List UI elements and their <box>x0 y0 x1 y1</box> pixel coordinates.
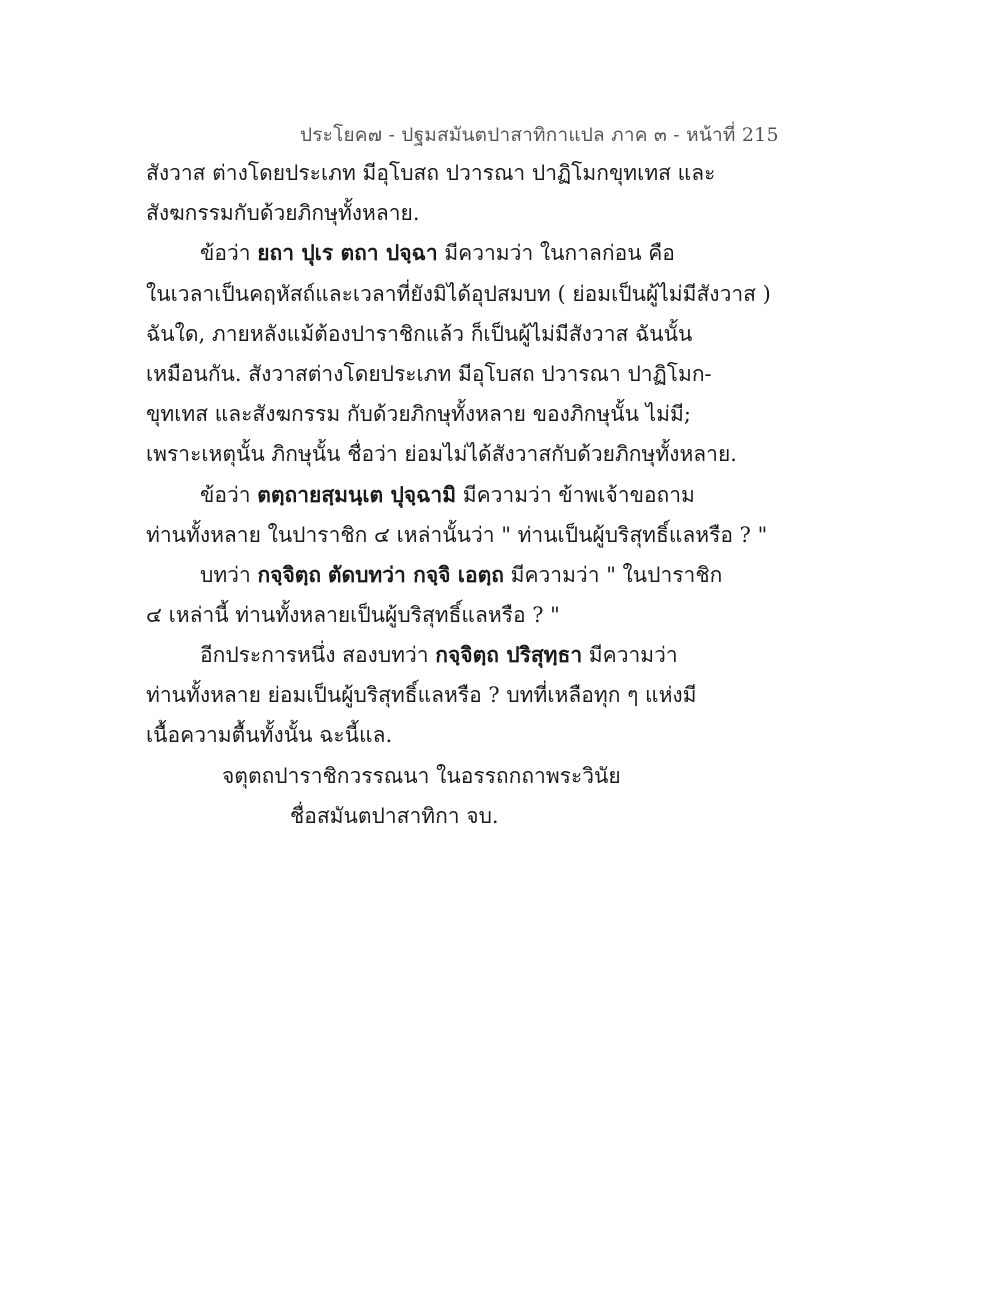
text-span: ข้อว่า <box>200 241 258 265</box>
text-line <box>200 640 678 670</box>
text-span: อีกประการหนึ่ง สองบทว่า <box>200 643 436 667</box>
text-span <box>321 563 328 587</box>
text-span: บทว่า <box>200 563 258 587</box>
text-span: ข้อว่า <box>200 483 258 507</box>
closing-line: ชื่อสมันตปาสาทิกา จบ. <box>290 804 499 828</box>
text-line: ท่านทั้งหลาย ในปาราชิก ๔ เหล่านั้นว่า " ท่านเป็นผู้บริสุทธิ์แลหรือ ? " <box>146 523 768 547</box>
text-line: ท่านทั้งหลาย ย่อมเป็นผู้บริสุทธิ์แลหรือ ? บทที่เหลือทุก ๆ แห่งมี <box>146 683 697 707</box>
pali-term: ยถา ปุเร ตถา ปจฺฉา <box>257 240 438 265</box>
text-line: เหมือนกัน. สังวาสต่างโดยประเภท มีอุโบสถ ปวารณา ปาฏิโมก- <box>146 362 712 386</box>
page-header: ประโยค๗ - ปฐมสมันตปาสาทิกาแปล ภาค ๓ - หน้าที่ 215 <box>300 124 779 146</box>
text-line: เนื้อความตื้นทั้งนั้น ฉะนี้แล. <box>146 723 393 747</box>
text-line: สังฆกรรมกับด้วยภิกษุทั้งหลาย. <box>146 201 420 225</box>
text-line: ๔ เหล่านี้ ท่านทั้งหลายเป็นผู้บริสุทธิ์แลหรือ ? " <box>146 603 560 627</box>
pali-term: ตัดบทว่า กจฺจิ เอตฺถ <box>327 562 504 587</box>
text-span: มีความว่า ในกาลก่อน คือ <box>437 241 675 265</box>
text-line: ในเวลาเป็นคฤหัสถ์และเวลาที่ยังมิได้อุปสมบท ( ย่อมเป็นผู้ไม่มีสังวาส ) <box>146 282 771 306</box>
text-line <box>200 560 722 590</box>
pali-term: กจฺจิตฺถ <box>257 562 322 587</box>
text-line <box>200 238 675 268</box>
pali-term: กจฺจิตฺถ ปริสุทฺธา <box>435 642 583 667</box>
text-span: มีความว่า <box>582 643 678 667</box>
closing-line: จตุตถปาราชิกวรรณนา ในอรรถกถาพระวินัย <box>222 764 621 788</box>
pali-term: ตตฺถายสฺมนฺเต ปุจฺฉามิ <box>257 482 457 507</box>
text-line: สังวาส ต่างโดยประเภท มีอุโบสถ ปวารณา ปาฏิโมกขุทเทส และ <box>146 161 716 185</box>
text-span: มีความว่า " ในปาราชิก <box>503 563 723 587</box>
text-line: ฉันใด, ภายหลังแม้ต้องปาราชิกแล้ว ก็เป็นผู้ไม่มีสังวาส ฉันนั้น <box>146 322 693 346</box>
text-line: ขุทเทส และสังฆกรรม กับด้วยภิกษุทั้งหลาย ของภิกษุนั้น ไม่มี; <box>146 402 691 426</box>
text-span: มีความว่า ข้าพเจ้าขอถาม <box>456 483 695 507</box>
text-line: เพราะเหตุนั้น ภิกษุนั้น ชื่อว่า ย่อมไม่ได้สังวาสกับด้วยภิกษุทั้งหลาย. <box>146 442 737 466</box>
text-line <box>200 480 695 510</box>
